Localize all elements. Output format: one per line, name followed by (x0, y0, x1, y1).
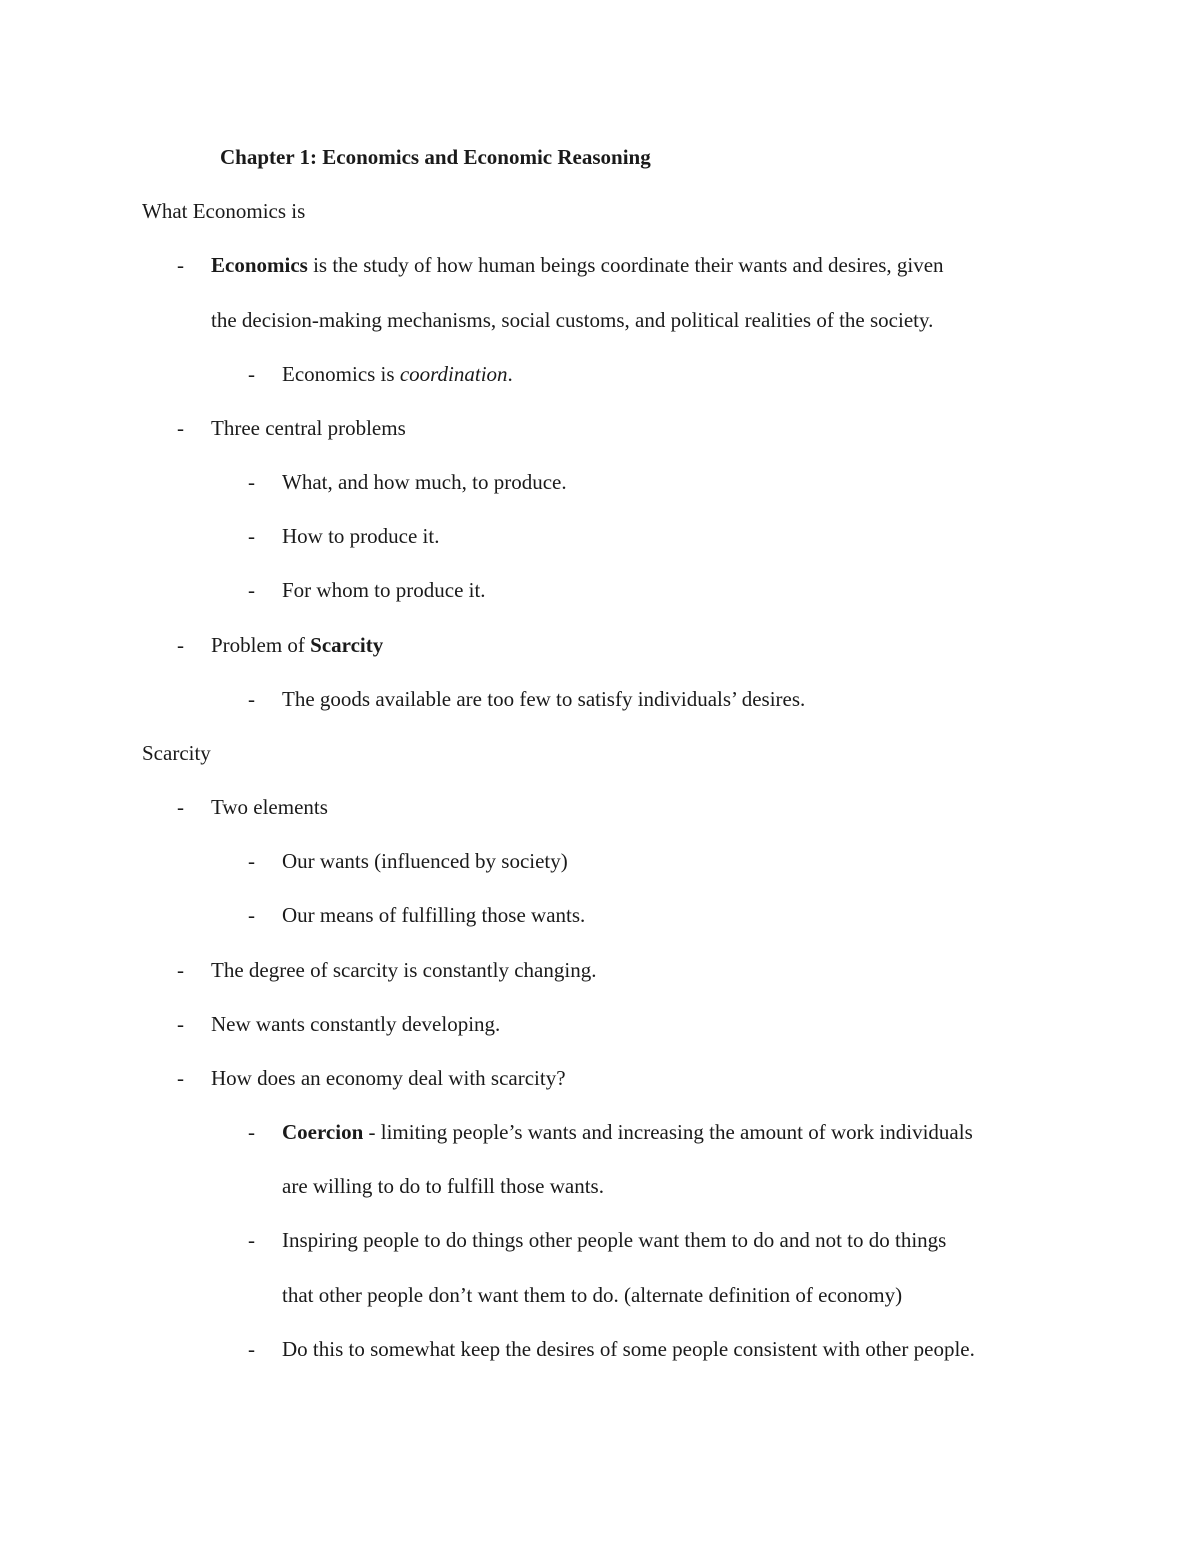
bullet-dash: - (248, 1120, 255, 1144)
sub-item-our-wants: Our wants (influenced by society) (282, 849, 568, 873)
page-title: Chapter 1: Economics and Economic Reasoning (220, 145, 651, 169)
bullet-dash: - (248, 1228, 255, 1252)
sub-item-for-whom: For whom to produce it. (282, 578, 486, 602)
sub-item-what-to-produce: What, and how much, to produce. (282, 470, 567, 494)
sub-item-text: Economics is (282, 362, 400, 386)
list-item-three-problems: Three central problems (211, 416, 406, 440)
sub-item-do-this: Do this to somewhat keep the desires of some people consistent with other people. (282, 1337, 975, 1361)
sub-item-continuation: that other people don’t want them to do. (alternate definition of economy) (282, 1283, 903, 1307)
bullet-dash: - (177, 416, 184, 440)
bullet-dash: - (177, 958, 184, 982)
bullet-dash: - (248, 524, 255, 548)
sub-item-how-to-produce: How to produce it. (282, 524, 440, 548)
list-item-economy-deal: How does an economy deal with scarcity? (211, 1066, 566, 1090)
sub-item-period: . (507, 362, 513, 386)
term-economics: Economics (211, 253, 308, 277)
list-item-degree-of-scarcity: The degree of scarcity is constantly changing. (211, 958, 597, 982)
term-coercion: Coercion (282, 1120, 364, 1144)
bullet-dash: - (248, 687, 255, 711)
sub-item-continuation: are willing to do to fulfill those wants. (282, 1174, 604, 1198)
sub-item-goods-available: The goods available are too few to satisfy individuals’ desires. (282, 687, 806, 711)
sub-item-inspiring: Inspiring people to do things other people want them to do and not to do things (282, 1228, 947, 1252)
bullet-dash: - (177, 633, 184, 657)
bullet-dash: - (248, 1337, 255, 1361)
term-scarcity: Scarcity (310, 633, 384, 657)
list-item-economics-definition (211, 252, 944, 278)
bullet-dash: - (248, 903, 255, 927)
list-item-problem-of-scarcity (211, 632, 383, 658)
section-heading-scarcity: Scarcity (142, 741, 211, 765)
list-item-two-elements: Two elements (211, 795, 328, 819)
sub-item-coercion (282, 1119, 973, 1145)
bullet-dash: - (177, 1066, 184, 1090)
coercion-text: - limiting people’s wants and increasing the amount of work individuals (363, 1120, 973, 1144)
definition-text: is the study of how human beings coordinate their wants and desires, given (307, 253, 944, 277)
section-heading-what-economics: What Economics is (142, 199, 306, 223)
bullet-dash: - (177, 1012, 184, 1036)
list-item-continuation: the decision-making mechanisms, social customs, and political realities of the society. (211, 308, 934, 332)
sub-item-coordination (282, 361, 513, 387)
list-item-text: Problem of (211, 633, 311, 657)
bullet-dash: - (248, 362, 255, 386)
bullet-dash: - (177, 253, 184, 277)
bullet-dash: - (177, 795, 184, 819)
bullet-dash: - (248, 849, 255, 873)
emphasis-coordination: coordination (399, 362, 508, 386)
list-item-new-wants: New wants constantly developing. (211, 1012, 501, 1036)
sub-item-our-means: Our means of fulfilling those wants. (282, 903, 586, 927)
bullet-dash: - (248, 578, 255, 602)
bullet-dash: - (248, 470, 255, 494)
